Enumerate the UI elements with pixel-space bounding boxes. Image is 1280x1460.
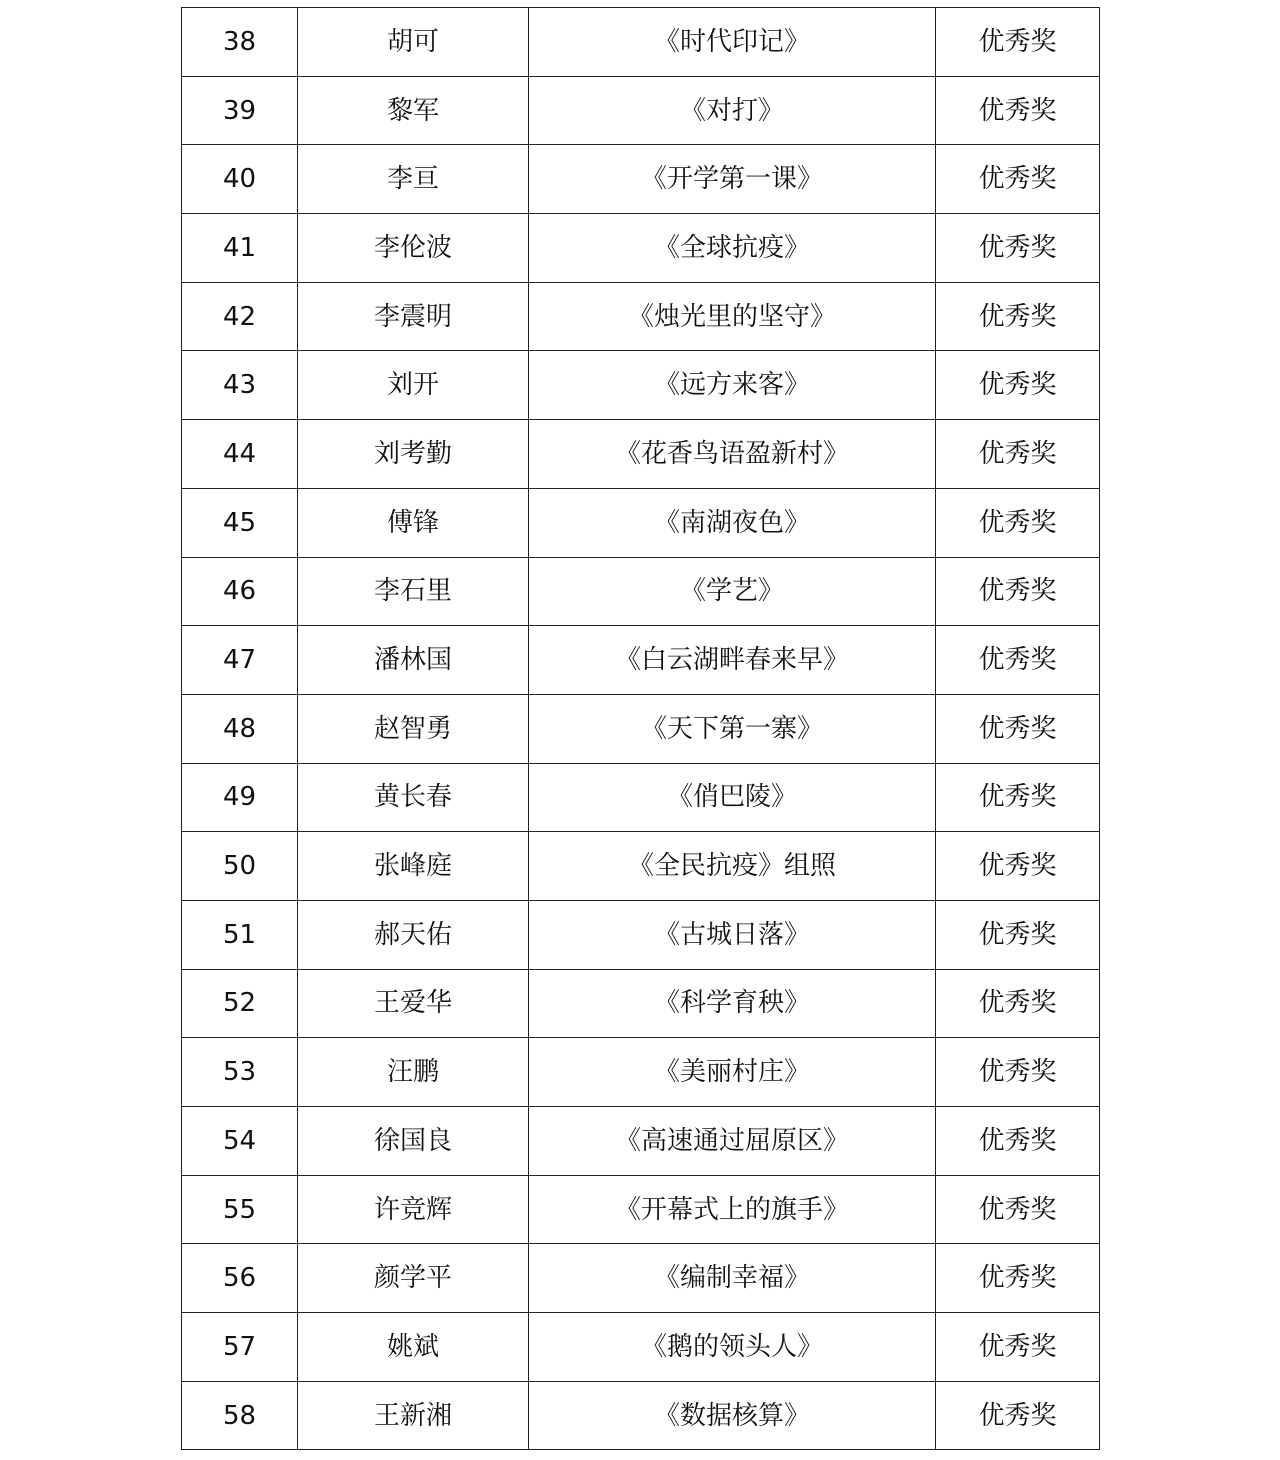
- work-title: 《美丽村庄》: [529, 1038, 936, 1107]
- award-level: 优秀奖: [936, 351, 1100, 420]
- work-title: 《鹅的领头人》: [529, 1313, 936, 1382]
- entry-number: 41: [182, 214, 298, 283]
- work-title: 《时代印记》: [529, 8, 936, 77]
- award-level: 优秀奖: [936, 694, 1100, 763]
- award-level: 优秀奖: [936, 282, 1100, 351]
- work-title: 《古城日落》: [529, 900, 936, 969]
- table-row: [182, 76, 1100, 145]
- work-title: 《全民抗疫》组照: [529, 832, 936, 901]
- author-name: 许竞辉: [298, 1175, 529, 1244]
- work-title: 《白云湖畔春来早》: [529, 626, 936, 695]
- table-row: [182, 626, 1100, 695]
- author-name: 王新湘: [298, 1381, 529, 1450]
- author-name: 郝天佑: [298, 900, 529, 969]
- work-title: 《编制幸福》: [529, 1244, 936, 1313]
- table-row: [182, 1107, 1100, 1176]
- table-row: [182, 832, 1100, 901]
- award-level: 优秀奖: [936, 420, 1100, 489]
- work-title: 《远方来客》: [529, 351, 936, 420]
- entry-number: 47: [182, 626, 298, 695]
- author-name: 颜学平: [298, 1244, 529, 1313]
- work-title: 《天下第一寨》: [529, 694, 936, 763]
- table-row: [182, 1175, 1100, 1244]
- award-level: 优秀奖: [936, 1313, 1100, 1382]
- entry-number: 42: [182, 282, 298, 351]
- work-title: 《花香鸟语盈新村》: [529, 420, 936, 489]
- work-title: 《南湖夜色》: [529, 488, 936, 557]
- work-title: 《对打》: [529, 76, 936, 145]
- entry-number: 44: [182, 420, 298, 489]
- award-level: 优秀奖: [936, 214, 1100, 283]
- work-title: 《科学育秧》: [529, 969, 936, 1038]
- award-level: 优秀奖: [936, 900, 1100, 969]
- entry-number: 51: [182, 900, 298, 969]
- author-name: 潘林国: [298, 626, 529, 695]
- work-title: 《开学第一课》: [529, 145, 936, 214]
- awards-table: [181, 7, 1100, 1450]
- work-title: 《学艺》: [529, 557, 936, 626]
- entry-number: 52: [182, 969, 298, 1038]
- table-row: [182, 214, 1100, 283]
- author-name: 傅锋: [298, 488, 529, 557]
- work-title: 《数据核算》: [529, 1381, 936, 1450]
- entry-number: 45: [182, 488, 298, 557]
- page-bottom-edge: [170, 1456, 1110, 1460]
- author-name: 黄长春: [298, 763, 529, 832]
- table-row: [182, 900, 1100, 969]
- entry-number: 57: [182, 1313, 298, 1382]
- table-row: [182, 351, 1100, 420]
- award-level: 优秀奖: [936, 1381, 1100, 1450]
- author-name: 张峰庭: [298, 832, 529, 901]
- award-level: 优秀奖: [936, 76, 1100, 145]
- award-level: 优秀奖: [936, 626, 1100, 695]
- author-name: 赵智勇: [298, 694, 529, 763]
- table-row: [182, 1381, 1100, 1450]
- work-title: 《开幕式上的旗手》: [529, 1175, 936, 1244]
- table-row: [182, 1038, 1100, 1107]
- table-row: [182, 488, 1100, 557]
- author-name: 李石里: [298, 557, 529, 626]
- author-name: 刘开: [298, 351, 529, 420]
- table-row: [182, 557, 1100, 626]
- award-level: 优秀奖: [936, 969, 1100, 1038]
- author-name: 李震明: [298, 282, 529, 351]
- award-level: 优秀奖: [936, 488, 1100, 557]
- entry-number: 58: [182, 1381, 298, 1450]
- entry-number: 43: [182, 351, 298, 420]
- table-row: [182, 282, 1100, 351]
- entry-number: 53: [182, 1038, 298, 1107]
- awards-table-body: [182, 8, 1100, 1450]
- award-level: 优秀奖: [936, 1107, 1100, 1176]
- work-title: 《俏巴陵》: [529, 763, 936, 832]
- author-name: 黎军: [298, 76, 529, 145]
- entry-number: 54: [182, 1107, 298, 1176]
- entry-number: 56: [182, 1244, 298, 1313]
- entry-number: 48: [182, 694, 298, 763]
- author-name: 刘考勤: [298, 420, 529, 489]
- award-level: 优秀奖: [936, 8, 1100, 77]
- author-name: 胡可: [298, 8, 529, 77]
- award-level: 优秀奖: [936, 557, 1100, 626]
- entry-number: 49: [182, 763, 298, 832]
- author-name: 李伦波: [298, 214, 529, 283]
- table-row: [182, 8, 1100, 77]
- work-title: 《烛光里的坚守》: [529, 282, 936, 351]
- entry-number: 50: [182, 832, 298, 901]
- entry-number: 39: [182, 76, 298, 145]
- entry-number: 38: [182, 8, 298, 77]
- table-row: [182, 420, 1100, 489]
- author-name: 李亘: [298, 145, 529, 214]
- award-level: 优秀奖: [936, 763, 1100, 832]
- award-level: 优秀奖: [936, 1175, 1100, 1244]
- author-name: 王爱华: [298, 969, 529, 1038]
- author-name: 汪鹏: [298, 1038, 529, 1107]
- award-level: 优秀奖: [936, 1244, 1100, 1313]
- table-row: [182, 969, 1100, 1038]
- entry-number: 46: [182, 557, 298, 626]
- author-name: 徐国良: [298, 1107, 529, 1176]
- table-row: [182, 694, 1100, 763]
- table-row: [182, 1313, 1100, 1382]
- entry-number: 55: [182, 1175, 298, 1244]
- table-row: [182, 145, 1100, 214]
- entry-number: 40: [182, 145, 298, 214]
- table-row: [182, 763, 1100, 832]
- work-title: 《全球抗疫》: [529, 214, 936, 283]
- table-row: [182, 1244, 1100, 1313]
- award-level: 优秀奖: [936, 832, 1100, 901]
- work-title: 《高速通过屈原区》: [529, 1107, 936, 1176]
- award-level: 优秀奖: [936, 1038, 1100, 1107]
- award-level: 优秀奖: [936, 145, 1100, 214]
- author-name: 姚斌: [298, 1313, 529, 1382]
